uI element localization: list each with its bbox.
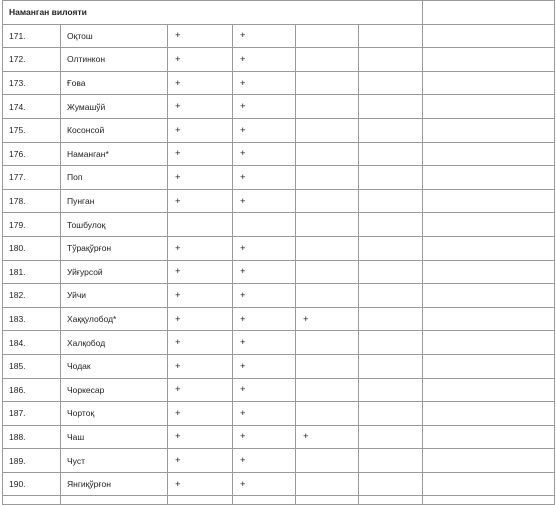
mark-cell: +: [168, 331, 233, 355]
mark-cell: [296, 472, 359, 496]
mark-cell: [423, 378, 555, 402]
table-row: [3, 142, 555, 166]
row-number: 174.: [3, 95, 61, 119]
mark-cell: [359, 402, 423, 426]
empty-cell: [61, 496, 168, 505]
mark-cell: +: [168, 425, 233, 449]
mark-cell: [359, 118, 423, 142]
mark-cell: [423, 354, 555, 378]
mark-cell: [359, 425, 423, 449]
mark-cell: [423, 307, 555, 331]
mark-cell: +: [233, 354, 296, 378]
mark-cell: [359, 189, 423, 213]
row-number: 185.: [3, 354, 61, 378]
row-number: 180.: [3, 236, 61, 260]
mark-cell: +: [168, 402, 233, 426]
row-number: 172.: [3, 48, 61, 72]
row-number: 184.: [3, 331, 61, 355]
mark-cell: [423, 425, 555, 449]
mark-cell: [359, 378, 423, 402]
mark-cell: +: [233, 24, 296, 48]
mark-cell: +: [168, 24, 233, 48]
mark-cell: [296, 260, 359, 284]
mark-cell: +: [168, 48, 233, 72]
row-number: 179.: [3, 213, 61, 237]
settlement-name: Чортоқ: [61, 402, 168, 426]
mark-cell: [296, 71, 359, 95]
mark-cell: +: [233, 95, 296, 119]
settlement-name: Халқобод: [61, 331, 168, 355]
mark-cell: +: [168, 166, 233, 190]
mark-cell: [296, 213, 359, 237]
mark-cell: [423, 236, 555, 260]
mark-cell: [296, 449, 359, 473]
settlement-name: Олтинкон: [61, 48, 168, 72]
table-row: [3, 236, 555, 260]
table-row: [3, 260, 555, 284]
table-row: [3, 71, 555, 95]
row-number: 181.: [3, 260, 61, 284]
mark-cell: [359, 354, 423, 378]
mark-cell: [296, 118, 359, 142]
table-row: [3, 213, 555, 237]
mark-cell: [359, 71, 423, 95]
mark-cell: +: [168, 449, 233, 473]
mark-cell: +: [233, 402, 296, 426]
row-number: 186.: [3, 378, 61, 402]
settlement-name: Косонсой: [61, 118, 168, 142]
mark-cell: +: [233, 166, 296, 190]
mark-cell: [296, 166, 359, 190]
mark-cell: [423, 449, 555, 473]
empty-cell: [359, 496, 423, 505]
mark-cell: +: [168, 284, 233, 308]
settlement-name: Тошбулоқ: [61, 213, 168, 237]
settlements-table: [2, 0, 555, 505]
mark-cell: +: [168, 378, 233, 402]
mark-cell: [296, 402, 359, 426]
empty-cell: [233, 496, 296, 505]
mark-cell: +: [233, 236, 296, 260]
table-row-partial: [3, 496, 555, 505]
table-row: [3, 24, 555, 48]
empty-cell: [423, 496, 555, 505]
mark-cell: [296, 284, 359, 308]
row-number: 187.: [3, 402, 61, 426]
mark-cell: [359, 331, 423, 355]
mark-cell: +: [168, 142, 233, 166]
mark-cell: [423, 24, 555, 48]
mark-cell: [423, 472, 555, 496]
settlement-name: Оқтош: [61, 24, 168, 48]
row-number: 188.: [3, 425, 61, 449]
table-row: [3, 449, 555, 473]
table-row: [3, 472, 555, 496]
settlement-name: Жумашўй: [61, 95, 168, 119]
mark-cell: [359, 24, 423, 48]
table-row: [3, 189, 555, 213]
settlement-name: Ғова: [61, 71, 168, 95]
mark-cell: [296, 48, 359, 72]
mark-cell: +: [233, 331, 296, 355]
row-number: 178.: [3, 189, 61, 213]
mark-cell: [296, 95, 359, 119]
mark-cell: +: [233, 260, 296, 284]
settlement-name: Наманган*: [61, 142, 168, 166]
table-row: [3, 378, 555, 402]
settlement-name: Чоркесар: [61, 378, 168, 402]
mark-cell: [296, 236, 359, 260]
mark-cell: [423, 142, 555, 166]
table-row: [3, 402, 555, 426]
empty-cell: [296, 496, 359, 505]
settlement-name: Чуст: [61, 449, 168, 473]
row-number: 189.: [3, 449, 61, 473]
mark-cell: +: [168, 71, 233, 95]
settlement-name: Чодак: [61, 354, 168, 378]
mark-cell: +: [168, 307, 233, 331]
mark-cell: +: [168, 472, 233, 496]
settlement-name: Янгиқўрғон: [61, 472, 168, 496]
mark-cell: [423, 118, 555, 142]
mark-cell: [423, 71, 555, 95]
empty-cell: [3, 496, 61, 505]
mark-cell: [423, 189, 555, 213]
mark-cell: +: [233, 307, 296, 331]
mark-cell: [359, 48, 423, 72]
table-row: [3, 331, 555, 355]
settlement-name: Пунган: [61, 189, 168, 213]
mark-cell: +: [168, 95, 233, 119]
table-row: [3, 354, 555, 378]
mark-cell: [423, 48, 555, 72]
mark-cell: +: [233, 71, 296, 95]
mark-cell: [359, 95, 423, 119]
mark-cell: [296, 142, 359, 166]
table-row: [3, 166, 555, 190]
mark-cell: [359, 284, 423, 308]
mark-cell: [233, 213, 296, 237]
mark-cell: [296, 354, 359, 378]
mark-cell: [296, 331, 359, 355]
table-row: [3, 284, 555, 308]
region-header-row: [3, 1, 555, 25]
mark-cell: [423, 166, 555, 190]
table-row: [3, 118, 555, 142]
mark-cell: +: [296, 307, 359, 331]
mark-cell: [359, 236, 423, 260]
table-row: [3, 95, 555, 119]
mark-cell: [296, 189, 359, 213]
mark-cell: +: [233, 472, 296, 496]
mark-cell: +: [233, 189, 296, 213]
row-number: 182.: [3, 284, 61, 308]
mark-cell: [423, 331, 555, 355]
settlement-name: Чаш: [61, 425, 168, 449]
mark-cell: +: [168, 354, 233, 378]
row-number: 190.: [3, 472, 61, 496]
mark-cell: +: [233, 284, 296, 308]
mark-cell: [423, 95, 555, 119]
mark-cell: [359, 142, 423, 166]
settlement-name: Поп: [61, 166, 168, 190]
row-number: 173.: [3, 71, 61, 95]
mark-cell: [359, 472, 423, 496]
mark-cell: [296, 378, 359, 402]
region-extra-cell: [423, 1, 555, 25]
row-number: 176.: [3, 142, 61, 166]
mark-cell: [168, 213, 233, 237]
mark-cell: +: [233, 48, 296, 72]
mark-cell: [423, 260, 555, 284]
mark-cell: [359, 307, 423, 331]
mark-cell: +: [168, 260, 233, 284]
mark-cell: +: [168, 236, 233, 260]
table-row: [3, 48, 555, 72]
settlement-name: Тўрақўрғон: [61, 236, 168, 260]
mark-cell: [423, 402, 555, 426]
mark-cell: [296, 24, 359, 48]
settlement-name: Уйчи: [61, 284, 168, 308]
mark-cell: +: [233, 449, 296, 473]
mark-cell: [359, 213, 423, 237]
region-title: Наманган вилояти: [3, 1, 423, 25]
mark-cell: +: [233, 142, 296, 166]
mark-cell: [423, 284, 555, 308]
mark-cell: [423, 213, 555, 237]
empty-cell: [168, 496, 233, 505]
row-number: 177.: [3, 166, 61, 190]
mark-cell: +: [233, 118, 296, 142]
settlement-name: Хаққулобод*: [61, 307, 168, 331]
mark-cell: +: [233, 425, 296, 449]
row-number: 175.: [3, 118, 61, 142]
mark-cell: [359, 260, 423, 284]
settlement-name: Уйғурсой: [61, 260, 168, 284]
mark-cell: [359, 449, 423, 473]
mark-cell: +: [168, 118, 233, 142]
row-number: 183.: [3, 307, 61, 331]
mark-cell: [359, 166, 423, 190]
row-number: 171.: [3, 24, 61, 48]
mark-cell: +: [168, 189, 233, 213]
mark-cell: +: [296, 425, 359, 449]
mark-cell: +: [233, 378, 296, 402]
table-row: [3, 307, 555, 331]
table-row: [3, 425, 555, 449]
